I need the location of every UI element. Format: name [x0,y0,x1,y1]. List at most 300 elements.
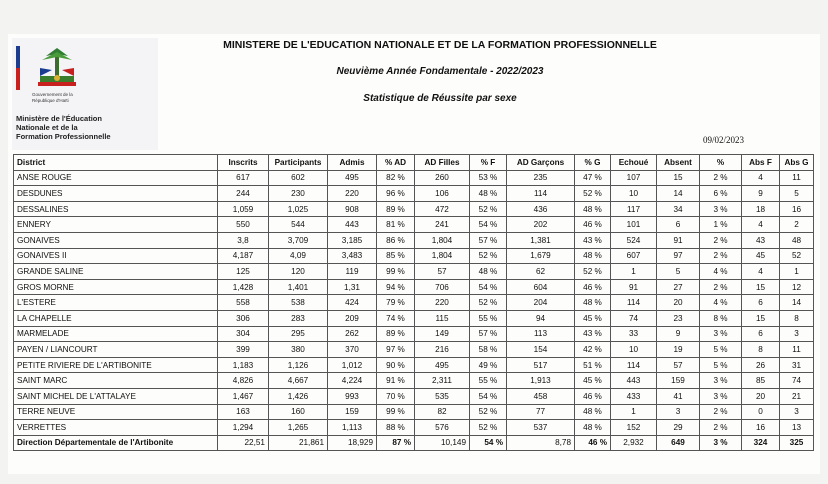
table-cell: 220 [328,186,377,202]
district-cell: SAINT MARC [14,373,218,389]
table-cell: 159 [328,404,377,420]
table-cell: 20 [742,388,780,404]
table-row [14,232,814,248]
school-year-subtitle: Neuvième Année Fondamentale - 2022/2023 [336,66,544,77]
table-cell: 18 [742,201,780,217]
total-cell: 46 % [575,435,611,451]
table-cell: 4,667 [269,373,328,389]
table-cell: 5 % [700,357,742,373]
column-header: Admis [328,155,377,171]
table-cell: 10 [611,186,657,202]
total-cell: 54 % [470,435,507,451]
table-cell: 82 % [377,170,415,186]
table-cell: 4,224 [328,373,377,389]
table-cell: 1 % [700,217,742,233]
table-cell: 33 [611,326,657,342]
table-cell: 27 [657,279,700,295]
table-cell: 86 % [377,232,415,248]
table-cell: 544 [269,217,328,233]
district-cell: PAYEN / LIANCOURT [14,342,218,358]
column-header: Echoué [611,155,657,171]
table-cell: 8 % [700,310,742,326]
district-cell: GRANDE SALINE [14,264,218,280]
table-cell: 99 % [377,404,415,420]
table-cell: 2 % [700,404,742,420]
table-cell: 57 [657,357,700,373]
table-cell: 304 [218,326,269,342]
table-cell: 90 % [377,357,415,373]
table-cell: 29 [657,420,700,436]
column-header: % AD [377,155,415,171]
table-cell: 244 [218,186,269,202]
table-cell: 558 [218,295,269,311]
table-row [14,186,814,202]
table-cell: 46 % [575,217,611,233]
results-table [13,154,814,451]
table-cell: 52 % [575,186,611,202]
table-row [14,201,814,217]
district-cell: SAINT MICHEL DE L'ATTALAYE [14,388,218,404]
table-cell: 3 % [700,326,742,342]
table-cell: 399 [218,342,269,358]
table-cell: 51 % [575,357,611,373]
table-cell: 54 % [470,388,507,404]
total-cell: 21,861 [269,435,328,451]
table-cell: 85 % [377,248,415,264]
table-cell: 16 [780,201,814,217]
table-cell: 48 % [470,186,507,202]
table-cell: 1,113 [328,420,377,436]
table-cell: 81 % [377,217,415,233]
table-cell: 3 % [700,388,742,404]
table-cell: 517 [507,357,575,373]
table-row [14,326,814,342]
table-cell: 3 % [700,373,742,389]
table-cell: 12 [780,279,814,295]
table-cell: 23 [657,310,700,326]
district-cell: PETITE RIVIERE DE L'ARTIBONITE [14,357,218,373]
district-cell: L'ESTERE [14,295,218,311]
table-cell: 4 [742,170,780,186]
table-cell: 13 [780,420,814,436]
table-cell: 107 [611,170,657,186]
table-cell: 88 % [377,420,415,436]
table-cell: 993 [328,388,377,404]
flag-red-stripe [16,68,20,90]
table-row [14,342,814,358]
table-cell: 4 % [700,264,742,280]
table-cell: 21 [780,388,814,404]
table-cell: 4 [742,264,780,280]
table-cell: 96 % [377,186,415,202]
table-cell: 262 [328,326,377,342]
table-cell: 306 [218,310,269,326]
district-cell: ANSE ROUGE [14,170,218,186]
government-caption [32,92,122,103]
total-cell: 8,78 [507,435,575,451]
table-cell: 495 [328,170,377,186]
column-header: Absent [657,155,700,171]
column-header: Abs G [780,155,814,171]
table-cell: 74 [780,373,814,389]
table-cell: 5 % [700,342,742,358]
table-cell: 230 [269,186,328,202]
table-cell: 79 % [377,295,415,311]
column-header: % [700,155,742,171]
table-cell: 10 [611,342,657,358]
table-cell: 283 [269,310,328,326]
table-cell: 241 [415,217,470,233]
table-cell: 52 % [470,404,507,420]
table-cell: 1,467 [218,388,269,404]
table-cell: 97 [657,248,700,264]
table-cell: 26 [742,357,780,373]
table-cell: 1,265 [269,420,328,436]
table-cell: 74 [611,310,657,326]
total-cell: 3 % [700,435,742,451]
table-cell: 52 % [575,264,611,280]
district-cell: DESDUNES [14,186,218,202]
table-cell: 82 [415,404,470,420]
table-row [14,248,814,264]
report-title: Statistique de Réussite par sexe [363,93,517,104]
table-cell: 94 [507,310,575,326]
district-cell: GROS MORNE [14,279,218,295]
table-cell: 53 % [470,170,507,186]
district-cell: LA CHAPELLE [14,310,218,326]
table-row [14,388,814,404]
table-cell: 94 % [377,279,415,295]
table-row [14,310,814,326]
table-cell: 4,187 [218,248,269,264]
table-cell: 3 [780,404,814,420]
table-cell: 604 [507,279,575,295]
table-cell: 202 [507,217,575,233]
table-row [14,170,814,186]
total-cell: 325 [780,435,814,451]
table-cell: 101 [611,217,657,233]
report-date: 09/02/2023 [703,135,745,145]
table-cell: 537 [507,420,575,436]
table-cell: 8 [780,310,814,326]
table-cell: 47 % [575,170,611,186]
table-cell: 4,09 [269,248,328,264]
total-cell: 649 [657,435,700,451]
table-cell: 1,804 [415,248,470,264]
column-header: Participants [269,155,328,171]
table-cell: 204 [507,295,575,311]
table-cell: 15 [657,170,700,186]
table-cell: 114 [611,357,657,373]
table-cell: 524 [611,232,657,248]
table-cell: 43 [742,232,780,248]
flag-blue-stripe [16,46,20,68]
table-cell: 43 % [575,326,611,342]
table-cell: 1,428 [218,279,269,295]
column-header: AD Filles [415,155,470,171]
total-cell: 324 [742,435,780,451]
table-cell: 0 [742,404,780,420]
table-cell: 70 % [377,388,415,404]
table-row [14,295,814,311]
table-cell: 4 [742,217,780,233]
ministry-logo [12,38,158,150]
table-cell: 220 [415,295,470,311]
table-cell: 3 % [700,201,742,217]
table-cell: 1,913 [507,373,575,389]
table-cell: 62 [507,264,575,280]
table-cell: 99 % [377,264,415,280]
table-cell: 54 % [470,279,507,295]
table-cell: 9 [657,326,700,342]
table-cell: 3,483 [328,248,377,264]
table-cell: 74 % [377,310,415,326]
table-cell: 43 % [575,232,611,248]
table-cell: 160 [269,404,328,420]
district-cell: GONAIVES II [14,248,218,264]
table-cell: 159 [657,373,700,389]
table-cell: 550 [218,217,269,233]
table-cell: 117 [611,201,657,217]
table-cell: 115 [415,310,470,326]
table-cell: 114 [611,295,657,311]
table-cell: 16 [742,420,780,436]
table-cell: 1,012 [328,357,377,373]
table-cell: 46 % [575,279,611,295]
table-cell: 48 % [575,248,611,264]
table-cell: 114 [507,186,575,202]
table-cell: 1 [780,264,814,280]
table-cell: 57 % [470,232,507,248]
table-cell: 91 [657,232,700,248]
table-cell: 45 % [575,310,611,326]
table-cell: 31 [780,357,814,373]
table-cell: 41 [657,388,700,404]
table-cell: 48 [780,232,814,248]
total-cell: 10,149 [415,435,470,451]
column-header: % F [470,155,507,171]
column-header: Abs F [742,155,780,171]
table-cell: 472 [415,201,470,217]
table-cell: 52 [780,248,814,264]
table-cell: 908 [328,201,377,217]
table-cell: 19 [657,342,700,358]
table-row [14,357,814,373]
table-cell: 1 [611,264,657,280]
table-cell: 1 [611,404,657,420]
table-cell: 20 [657,295,700,311]
table-cell: 3 [780,326,814,342]
table-cell: 3 [657,404,700,420]
table-cell: 163 [218,404,269,420]
table-cell: 120 [269,264,328,280]
ministry-line-3: Formation Professionnelle [16,132,111,141]
table-cell: 538 [269,295,328,311]
table-cell: 154 [507,342,575,358]
district-cell: ENNERY [14,217,218,233]
table-row [14,404,814,420]
total-cell: 87 % [377,435,415,451]
table-cell: 6 [742,295,780,311]
table-cell: 45 [742,248,780,264]
table-cell: 119 [328,264,377,280]
table-cell: 34 [657,201,700,217]
table-cell: 14 [780,295,814,311]
table-cell: 3,185 [328,232,377,248]
table-cell: 1,679 [507,248,575,264]
table-cell: 89 % [377,326,415,342]
table-cell: 58 % [470,342,507,358]
table-cell: 89 % [377,201,415,217]
table-cell: 1,381 [507,232,575,248]
table-row [14,420,814,436]
table-cell: 2 [780,217,814,233]
table-cell: 1,183 [218,357,269,373]
table-cell: 48 % [575,420,611,436]
table-cell: 3,709 [269,232,328,248]
table-row [14,373,814,389]
table-cell: 1,401 [269,279,328,295]
table-cell: 1,059 [218,201,269,217]
ministry-caption [16,114,156,141]
table-cell: 5 [657,264,700,280]
table-cell: 380 [269,342,328,358]
table-cell: 54 % [470,217,507,233]
table-cell: 295 [269,326,328,342]
table-cell: 443 [328,217,377,233]
table-cell: 436 [507,201,575,217]
table-cell: 48 % [470,264,507,280]
table-cell: 3,8 [218,232,269,248]
table-cell: 2 % [700,279,742,295]
table-cell: 1,025 [269,201,328,217]
table-cell: 2 % [700,232,742,248]
table-cell: 91 [611,279,657,295]
table-cell: 49 % [470,357,507,373]
ministry-line-1: Ministère de l'Éducation [16,114,102,123]
table-cell: 617 [218,170,269,186]
table-cell: 14 [657,186,700,202]
total-label-cell: Direction Départementale de l'Artibonite [14,435,218,451]
table-row [14,264,814,280]
table-cell: 97 % [377,342,415,358]
table-cell: 2 % [700,170,742,186]
table-cell: 52 % [470,295,507,311]
table-cell: 46 % [575,388,611,404]
table-cell: 1,804 [415,232,470,248]
coat-of-arms-icon [32,46,82,90]
column-header: AD Garçons [507,155,575,171]
table-cell: 433 [611,388,657,404]
table-cell: 576 [415,420,470,436]
total-cell: 22,51 [218,435,269,451]
table-cell: 52 % [470,420,507,436]
table-cell: 424 [328,295,377,311]
table-cell: 209 [328,310,377,326]
table-header-row [14,155,814,171]
table-cell: 706 [415,279,470,295]
gov-line-1: Gouvernement de la [32,92,73,97]
table-cell: 45 % [575,373,611,389]
table-cell: 42 % [575,342,611,358]
table-row [14,279,814,295]
table-cell: 6 [742,326,780,342]
table-cell: 152 [611,420,657,436]
table-cell: 52 % [470,248,507,264]
table-cell: 106 [415,186,470,202]
ministry-line-2: Nationale et de la [16,123,78,132]
district-cell: DESSALINES [14,201,218,217]
table-cell: 77 [507,404,575,420]
table-body [14,170,814,451]
table-cell: 8 [742,342,780,358]
table-cell: 5 [780,186,814,202]
table-cell: 15 [742,310,780,326]
table-cell: 48 % [575,295,611,311]
gov-line-2: République d'Haïti [32,97,69,103]
flag-bar [16,46,20,90]
table-cell: 4,826 [218,373,269,389]
table-row [14,217,814,233]
table-cell: 91 % [377,373,415,389]
table-cell: 85 [742,373,780,389]
table-cell: 48 % [575,404,611,420]
table-cell: 235 [507,170,575,186]
table-cell: 6 [657,217,700,233]
table-cell: 535 [415,388,470,404]
table-cell: 602 [269,170,328,186]
table-cell: 2,311 [415,373,470,389]
table-cell: 55 % [470,310,507,326]
table-cell: 495 [415,357,470,373]
table-cell: 9 [742,186,780,202]
column-header: Inscrits [218,155,269,171]
table-cell: 607 [611,248,657,264]
ministry-title: MINISTERE DE L'EDUCATION NATIONALE ET DE LA FORMATION PROFESSIONNELLE [223,39,657,51]
table-cell: 1,126 [269,357,328,373]
table-cell: 260 [415,170,470,186]
table-cell: 6 % [700,186,742,202]
table-cell: 1,294 [218,420,269,436]
table-cell: 1,31 [328,279,377,295]
table-cell: 48 % [575,201,611,217]
table-cell: 443 [611,373,657,389]
table-cell: 149 [415,326,470,342]
table-cell: 55 % [470,373,507,389]
district-cell: GONAIVES [14,232,218,248]
table-cell: 125 [218,264,269,280]
table-cell: 57 % [470,326,507,342]
table-cell: 2 % [700,420,742,436]
table-cell: 4 % [700,295,742,311]
table-cell: 370 [328,342,377,358]
table-cell: 1,426 [269,388,328,404]
district-cell: MARMELADE [14,326,218,342]
total-row [14,435,814,451]
table-cell: 2 % [700,248,742,264]
table-cell: 216 [415,342,470,358]
column-header: % G [575,155,611,171]
total-cell: 2,932 [611,435,657,451]
district-cell: VERRETTES [14,420,218,436]
total-cell: 18,929 [328,435,377,451]
table-cell: 15 [742,279,780,295]
district-cell: TERRE NEUVE [14,404,218,420]
table-cell: 458 [507,388,575,404]
table-cell: 11 [780,342,814,358]
table-cell: 11 [780,170,814,186]
column-header: District [14,155,218,171]
